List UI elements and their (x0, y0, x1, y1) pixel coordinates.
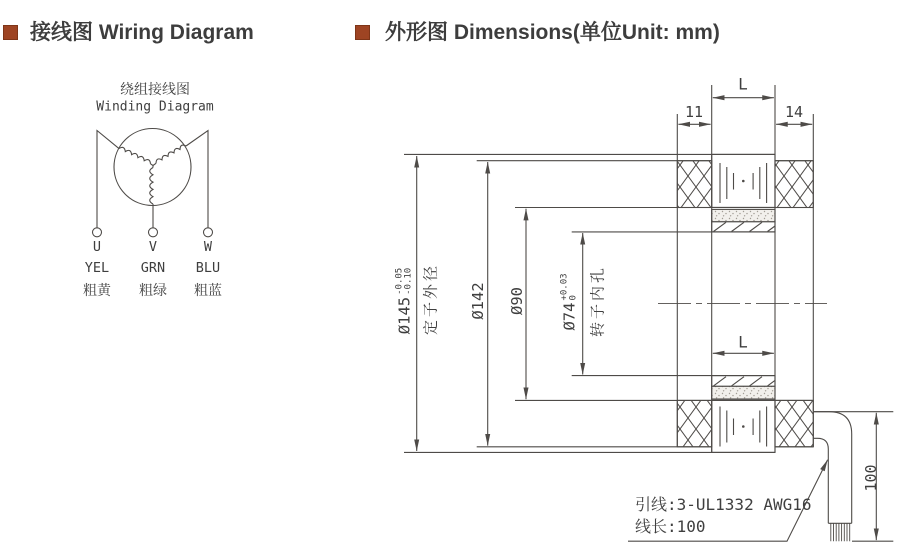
lead-note-line2: 线长:100 (635, 517, 706, 536)
wire-color-zh-w: 粗蓝 (194, 282, 222, 298)
dim-label-dia145 (396, 268, 415, 334)
lead-note-line1: 引线:3-UL1332 AWG16 (635, 495, 812, 514)
endbell-hatch-top-right (775, 161, 813, 208)
terminal-w (204, 228, 213, 237)
dim-label-stator-od-zh: 定子外径 (422, 262, 440, 336)
dim-label-11: 11 (684, 103, 704, 121)
section-bullet-icon (3, 25, 18, 40)
dia74-tol-lower: 0 (569, 295, 579, 301)
dim-label-dia74 (561, 273, 580, 330)
dia145-tol-upper: -0.05 (394, 267, 405, 295)
wire-color-u: YEL (84, 260, 110, 276)
dia145-value: Ø145 (396, 296, 414, 335)
wire-color-zh-u: 粗黄 (83, 282, 111, 298)
dim-label-L-top: L (738, 74, 748, 94)
dim-label-14: 14 (784, 103, 804, 121)
endbell-hatch-bottom-left (677, 400, 711, 446)
magnet-band-bottom (712, 386, 775, 399)
wire-color-w: BLU (195, 260, 221, 276)
dim-label-dia142 (469, 282, 487, 319)
dia74-tolerance (561, 273, 580, 300)
coil-w (156, 145, 186, 163)
wiring-section-title: 接线图 Wiring Diagram (30, 21, 254, 44)
dim-label-100 (862, 464, 880, 491)
magnet-band-top (712, 209, 775, 221)
coil-u (119, 147, 151, 163)
terminal-label-v: V (148, 239, 158, 255)
endbell-hatch-bottom-right (775, 400, 813, 446)
dia90-value: Ø90 (508, 287, 526, 315)
dim-label-dia90 (508, 287, 526, 315)
dim100-value: 100 (862, 464, 880, 492)
dim-label-rotor-bore-zh: 转子内孔 (589, 264, 607, 338)
coil-v (150, 168, 153, 205)
wire-strands (831, 523, 850, 541)
terminal-label-w: W (203, 239, 213, 255)
wire-color-zh-v: 粗绿 (139, 282, 167, 298)
terminal-label-u: U (92, 239, 102, 255)
dia145-tolerance (396, 268, 415, 295)
winding-diagram-graphic (93, 129, 213, 237)
lead-note (635, 494, 812, 538)
winding-subtitle-zh: 绕组接线图 (120, 81, 190, 97)
winding-subtitle-en: Winding Diagram (96, 99, 214, 115)
section-bullet-icon (355, 25, 370, 40)
dia74-value: Ø74 (561, 302, 579, 331)
dimensions-section-title: 外形图 Dimensions(单位Unit: mm) (385, 21, 720, 44)
dia145-tol-lower: -0.10 (404, 267, 414, 295)
terminal-v (149, 228, 158, 237)
wire-color-v: GRN (140, 260, 166, 276)
dim-label-L-bottom: L (738, 332, 748, 352)
dia142-value: Ø142 (469, 282, 487, 320)
endbell-hatch-top-left (677, 161, 711, 208)
dia74-tol-upper: +0.03 (559, 273, 570, 301)
terminal-u (93, 228, 102, 237)
